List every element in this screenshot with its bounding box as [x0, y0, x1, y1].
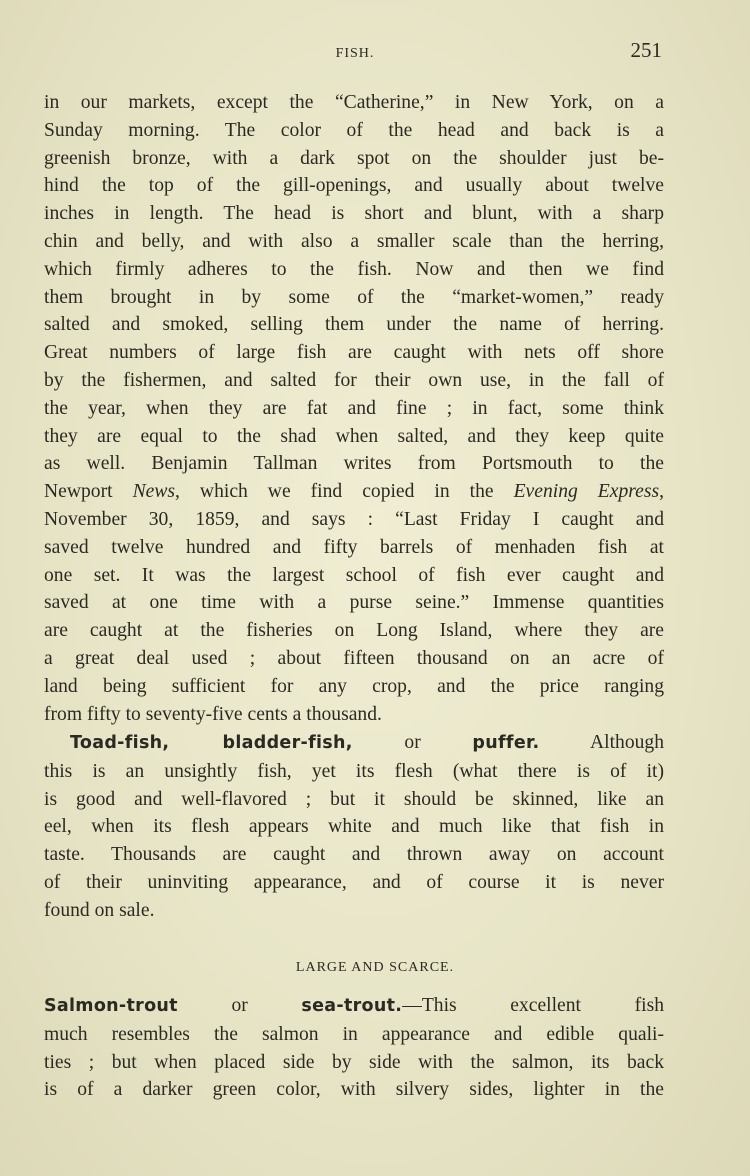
text-line: hind the top of the gill-openings, and usually about twelve: [44, 175, 664, 197]
section-heading: LARGE AND SCARCE.: [295, 960, 455, 975]
text-line: eel, when its flesh appears white and much like that fish in: [44, 816, 664, 838]
text-run: Although: [539, 732, 665, 753]
text-line: inches in length. The head is short and blunt, with a sharp: [44, 203, 664, 225]
text-line: as well. Benjamin Tallman writes from Portsmouth to the: [44, 453, 664, 475]
species-name: puffer.: [472, 733, 540, 753]
paragraph-toad-fish: [44, 729, 664, 925]
text-line: of their uninviting appearance, and of course it is never: [44, 871, 664, 893]
text-line: is of a darker green color, with silvery sides, lighter in the: [44, 1079, 664, 1101]
text-line: which firmly adheres to the fish. Now and then we find: [44, 258, 664, 280]
page-number: 251: [630, 38, 662, 62]
text-line: them brought in by some of the “market-women,” ready: [44, 286, 664, 308]
running-head: [40, 38, 670, 68]
text-line: Sunday morning. The color of the head and back is a: [44, 119, 664, 141]
text-line: they are equal to the shad when salted, and they keep quite: [44, 425, 664, 447]
text-line: this is an unsightly fish, yet its flesh (what there is of it): [44, 760, 664, 782]
text-line: found on sale.: [44, 899, 155, 921]
text-run: ,: [659, 481, 664, 503]
text-line: in our markets, except the “Catherine,” in New York, on a: [44, 92, 664, 113]
text-line: salted and smoked, selling them under the name of herring.: [44, 314, 664, 336]
text-line: are caught at the fisheries on Long Island, where they are: [44, 620, 664, 642]
text-line: [44, 729, 664, 758]
text-line: is good and well-flavored ; but it should be skinned, like an: [44, 788, 664, 810]
newspaper-title: News: [132, 481, 176, 503]
text-line: saved twelve hundred and fifty barrels of menhaden fish at: [44, 536, 664, 558]
text-line: from fifty to seventy-five cents a thousand.: [44, 703, 382, 725]
text-line: much resembles the salmon in appearance and edible quali-: [44, 1023, 664, 1045]
text-line: by the fishermen, and salted for their own use, in the fall of: [44, 369, 664, 391]
paragraph-salmon-trout: [44, 992, 664, 1104]
text-line: [44, 478, 664, 506]
text-line: [44, 992, 664, 1021]
text-run: , which we find copied in the: [175, 481, 514, 503]
text-line: ties ; but when placed side by side with the salmon, its back: [44, 1051, 664, 1073]
species-name: Toad-fish, bladder-fish,: [70, 733, 353, 753]
species-name: Salmon-trout: [44, 996, 178, 1016]
paragraph-menhaden: [44, 89, 664, 728]
text-line: chin and belly, and with also a smaller scale than the herring,: [44, 230, 664, 252]
text-run: or: [352, 732, 473, 753]
text-line: taste. Thousands are caught and thrown away on account: [44, 844, 664, 866]
newspaper-title: Evening Express: [513, 481, 660, 503]
text-run: or: [177, 995, 302, 1016]
text-line: saved at one time with a purse seine.” Immense quantities: [44, 592, 664, 614]
running-title: FISH.: [335, 46, 375, 61]
species-name: sea-trout.: [301, 996, 403, 1016]
text-line: one set. It was the largest school of fish ever caught and: [44, 564, 664, 586]
text-line: November 30, 1859, and says : “Last Friday I caught and: [44, 508, 664, 530]
text-run: —This excellent fish: [402, 995, 664, 1016]
text-run: Newport: [44, 481, 133, 503]
text-line: Great numbers of large fish are caught with nets off shore: [44, 342, 664, 364]
text-line: the year, when they are fat and fine ; in fact, some think: [44, 397, 664, 419]
text-line: land being sufficient for any crop, and the price ranging: [44, 675, 664, 697]
text-line: greenish bronze, with a dark spot on the shoulder just be-: [44, 147, 664, 169]
text-line: a great deal used ; about fifteen thousand on an acre of: [44, 647, 664, 669]
